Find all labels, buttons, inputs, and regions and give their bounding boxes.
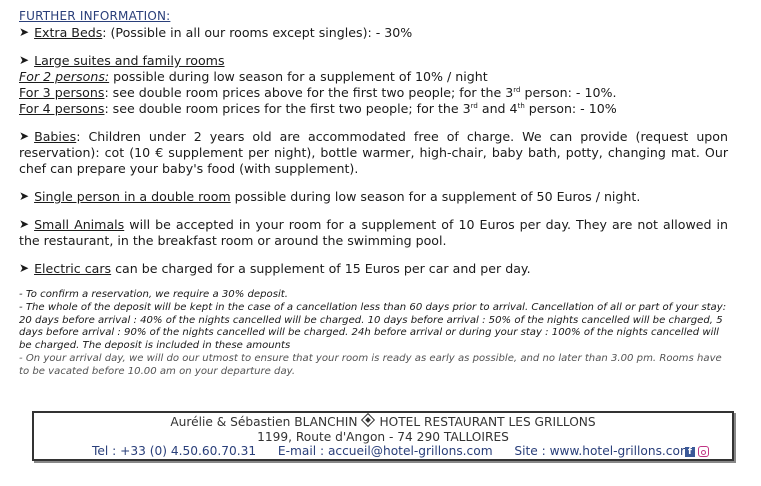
- arrow-bullet-icon: ➤: [19, 217, 30, 231]
- three-persons-text: : see double room prices above for the first two people; for the 3: [104, 85, 514, 100]
- arrow-bullet-icon: ➤: [19, 53, 30, 67]
- contact-footer: [32, 411, 734, 461]
- superscript: th: [517, 101, 525, 110]
- single-text: possible during low season for a supplement of 50 Euros / night.: [230, 189, 641, 204]
- cars-label: Electric cars: [34, 261, 112, 276]
- facebook-icon[interactable]: f: [685, 447, 695, 457]
- instagram-icon[interactable]: [698, 446, 709, 457]
- single-label: Single person in a double room: [34, 189, 231, 204]
- cars-text: can be charged for a supplement of 15 Euros per car and per day.: [111, 261, 531, 276]
- two-persons-text: possible during low season for a supplement of 10% / night: [109, 69, 488, 84]
- extra-beds-item: [19, 25, 728, 41]
- animals-item: [19, 217, 728, 249]
- animals-text: will be accepted in your room for a supplement of 10 Euros per day. They are not allowed in the restaurant, in the breakfast room or around the swimming pool.: [19, 217, 729, 248]
- suites-row-2-persons: [19, 69, 728, 85]
- single-item: [19, 189, 728, 205]
- four-persons-text-mid: and 4: [477, 101, 518, 116]
- three-persons-label: For 3 persons: [19, 85, 105, 100]
- footer-address: 1199, Route d'Angon - 74 290 TALLOIRES: [257, 430, 509, 444]
- note-deposit: - To confirm a reservation, we require a 30% deposit.: [19, 289, 288, 300]
- hotel-name: HOTEL RESTAURANT LES GRILLONS: [379, 415, 596, 429]
- three-persons-text-end: person: - 10%.: [520, 85, 617, 100]
- phone-link[interactable]: Tel : +33 (0) 4.50.60.70.31: [92, 444, 257, 458]
- superscript: rd: [513, 85, 521, 94]
- babies-label: Babies: [34, 129, 77, 144]
- cars-item: [19, 261, 728, 277]
- babies-text: : Children under 2 years old are accommodated free of charge. We can provide (request upon reservation): cot (10 € supplement per night), bottle warmer, high-chair, baby bath, potty, changing mat. Our chef can prepare your baby's food (with supplement).: [19, 129, 728, 176]
- extra-beds-text: : (Possible in all our rooms except singles): - 30%: [102, 25, 413, 40]
- footer-names-line: [34, 415, 732, 429]
- email-link[interactable]: E-mail : accueil@hotel-grillons.com: [277, 444, 493, 458]
- four-persons-text-end: person: - 10%: [524, 101, 617, 116]
- owners-name: Aurélie & Sébastien BLANCHIN: [170, 415, 358, 429]
- four-persons-label: For 4 persons: [19, 101, 105, 116]
- arrow-bullet-icon: ➤: [19, 129, 30, 143]
- note-arrival: - On your arrival day, we will do our utmost to ensure that your room is ready as early as possible, and no later than 3.00 pm. Rooms have to be vacated before 10.00 am on your departure day.: [19, 352, 722, 377]
- arrow-bullet-icon: ➤: [19, 25, 30, 39]
- suites-item: [19, 53, 728, 69]
- arrow-bullet-icon: ➤: [19, 261, 30, 275]
- babies-item: [19, 129, 728, 177]
- note-cancellation: - The whole of the deposit will be kept in the case of a cancellation less than 60 days prior to arrival. Cancellation of all or part of your stay: 20 days before arrival : 40% of the nights cancelled will be charged. 10 days before arrival : 50% of the nights cancelled will be charged, 5 days before arrival : 90% of the nights cancelled will be charged. 24h before arrival or during your stay : 100% of the nights cancelled will be charged. The deposit is included in these amounts: [19, 301, 727, 352]
- suites-row-3-persons: [19, 85, 728, 101]
- arrow-bullet-icon: ➤: [19, 189, 30, 203]
- website-link[interactable]: Site : www.hotel-grillons.cor: [514, 444, 685, 458]
- diamond-icon: [361, 413, 375, 427]
- info-section: [19, 9, 728, 379]
- two-persons-label: For 2 persons:: [19, 69, 110, 84]
- suites-label: Large suites and family rooms: [34, 53, 225, 68]
- animals-label: Small Animals: [34, 217, 125, 232]
- suites-row-4-persons: [19, 101, 728, 117]
- section-heading: FURTHER INFORMATION:: [19, 9, 171, 23]
- four-persons-text: : see double room prices for the first two people; for the 3: [104, 101, 471, 116]
- footer-contact-line: [92, 444, 709, 458]
- superscript: rd: [470, 101, 478, 110]
- extra-beds-label: Extra Beds: [34, 25, 103, 40]
